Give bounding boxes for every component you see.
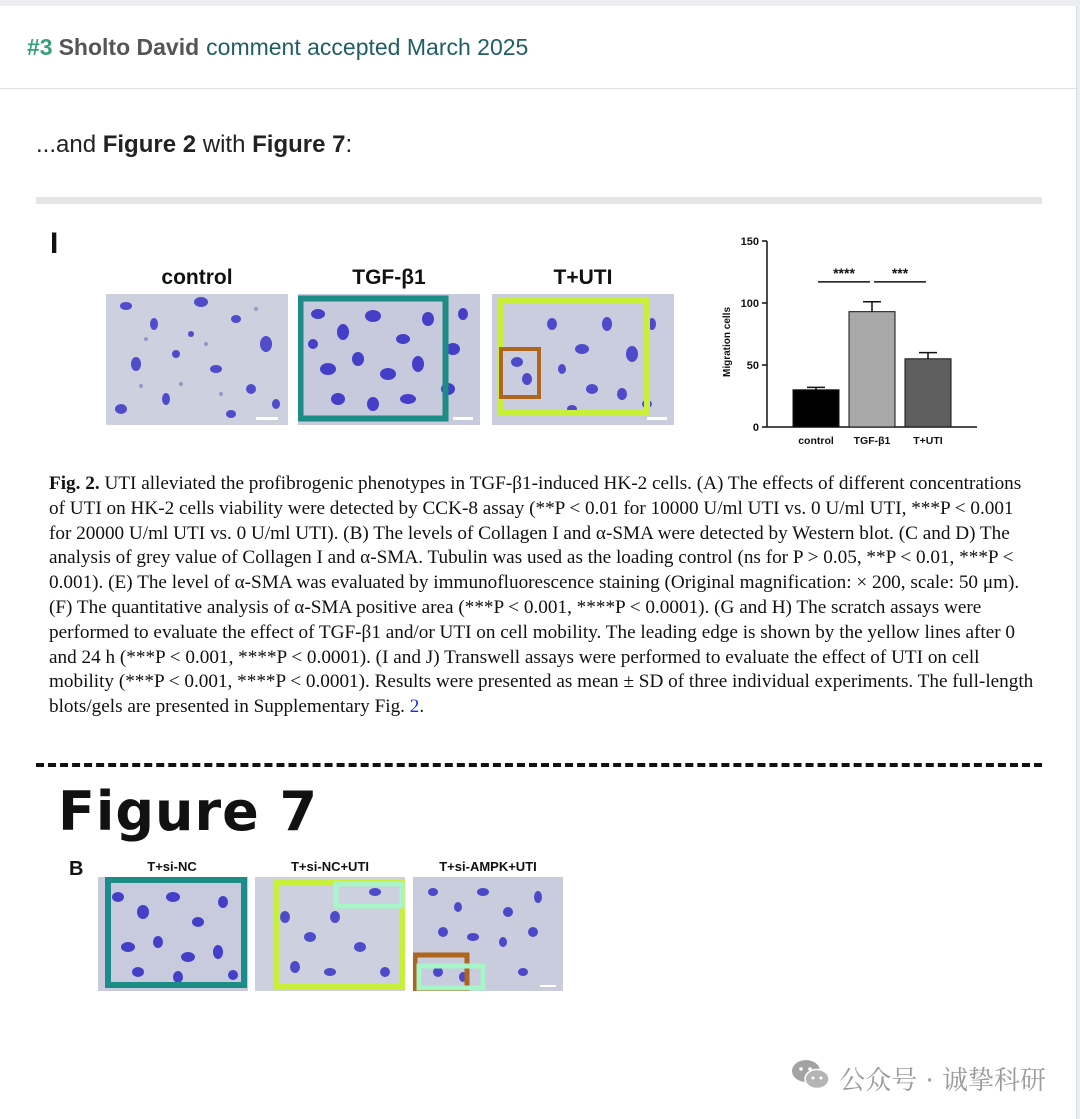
separator-bar [36,197,1042,204]
figure-caption [49,472,1039,720]
intro-suffix: : [345,131,353,158]
watermark [791,1058,1046,1099]
micro-label-tuti: T+UTI [553,266,613,289]
intro-figure-a: Figure 2 [102,131,197,158]
intro-middle: with [202,131,246,158]
micro-label-tgf: TGF-β1 [352,266,426,289]
bar-0 [793,390,839,427]
y-tick-label: 100 [740,298,759,310]
fig7-micrograph-2 [255,877,405,991]
significance-label: *** [891,264,909,281]
fig7-micrograph-2-image [255,877,405,991]
migration-chart [715,232,985,452]
fig7-label-sinc-uti: T+si-NC+UTI [290,859,369,874]
comment-status: comment accepted March 2025 [206,33,529,60]
significance-label: **** [833,264,855,281]
comment-header [0,6,1076,89]
micrograph-control-image [106,294,288,425]
panel-letter-b: B [69,858,84,880]
intro-text [36,131,352,159]
fig7-micrograph-1 [98,877,248,991]
caption-lead: Fig. 2. [49,473,100,494]
micrograph-tuti [492,294,674,425]
bar-2 [905,359,951,427]
comment-author[interactable]: Sholto David [58,33,200,60]
intro-figure-b: Figure 7 [252,131,346,158]
wechat-icon [791,1058,831,1099]
watermark-text: 公众号 · 诚挚科研 [839,1066,1046,1096]
intro-prefix: ...and [36,131,97,158]
y-tick-label: 150 [740,236,759,248]
fig7-micrograph-3 [413,877,563,991]
dashed-separator [36,763,1042,767]
micrograph-tuti-image [492,294,674,425]
x-tick-label: TGF-β1 [853,435,891,447]
x-tick-label: T+UTI [913,435,943,447]
micrograph-tgf-image [298,294,480,425]
bar-1 [849,312,895,427]
y-tick-label: 0 [752,422,759,434]
micrograph-tgf [298,294,480,425]
x-tick-label: control [798,435,834,447]
micrograph-control [106,294,288,425]
fig7-micrograph-3-image [413,877,563,991]
y-tick-label: 50 [746,360,759,372]
supplementary-link[interactable]: 2 [409,696,420,718]
micro-label-control: control [161,266,233,289]
panel-letter-i: I [50,227,59,260]
figure7-title: Figure 7 [58,780,319,843]
fig7-micrograph-1-image [98,877,248,991]
caption-end: . [419,696,425,718]
caption-body: UTI alleviated the profibrogenic phenotypes in TGF-β1-induced HK-2 cells. (A) The effects of different concentrations of UTI on HK-2 cells viability were detected by CCK-8 assay (**P < 0.01 for 10000 U/ml UTI vs. 0 U/ml UTI, ***P < 0.001 for 20000 U/ml UTI vs. 0 U/ml UTI). (B) The levels of Collagen I and α-SMA were detected by Western blot. (C and D) The analysis of grey value of Collagen I and α-SMA. Tubulin was used as the loading control (ns for P > 0.05, **P < 0.01, ***P < 0.001). (E) The level of α-SMA was evaluated by immunofluorescence staining (Original magnification: × 200, scale: 50 μm). (F) The quantitative analysis of α-SMA positive area (***P < 0.001, ****P < 0.0001). (G and H) The scratch assays were performed to evaluate the effect of TGF-β1 and/or UTI on cell mobility. The leading edge is shown by the yellow lines after 0 and 24 h (***P < 0.001, ****P < 0.0001). (I and J) Transwell assays were performed to evaluate the effect of UTI on cell mobility (***P < 0.001, ****P < 0.0001). Results were presented as mean ± SD of three individual experiments. The full-length blots/gels are presented in Supplementary Fig. [49,473,1034,718]
fig7-label-siampk-uti: T+si-AMPK+UTI [439,859,537,874]
y-axis-label: Migration cells [722,306,733,378]
comment-number[interactable]: #3 [27,33,53,60]
fig7-label-sinc: T+si-NC [147,859,197,874]
